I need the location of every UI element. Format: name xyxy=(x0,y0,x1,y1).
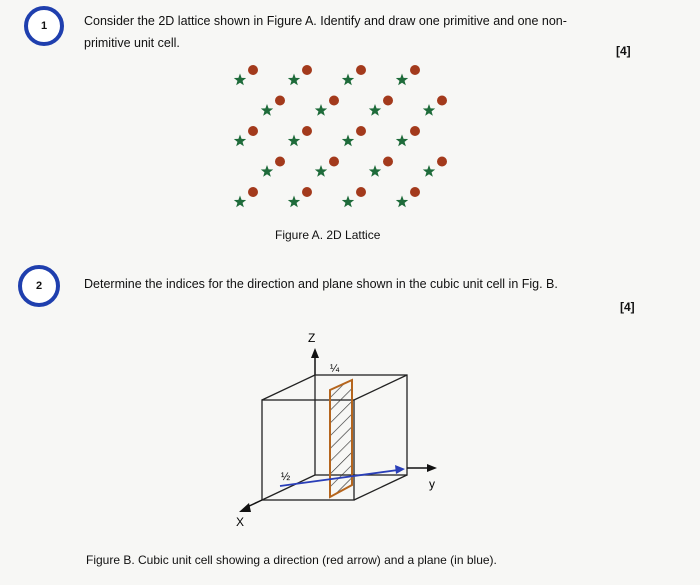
lattice-dot-icon xyxy=(356,187,366,197)
lattice-dot-icon xyxy=(356,65,366,75)
half-label: ½ xyxy=(281,471,291,483)
question-text-line: primitive unit cell. xyxy=(84,36,180,50)
marks-label: [4] xyxy=(620,300,635,314)
x-axis-label: X xyxy=(236,515,245,529)
lattice-star-icon xyxy=(396,196,408,208)
figure-caption: Figure A. 2D Lattice xyxy=(275,228,381,242)
figure-caption: Figure B. Cubic unit cell showing a direction (red arrow) and a plane (in blue). xyxy=(86,553,497,567)
x-axis-arrowhead xyxy=(239,503,251,512)
lattice-dot-icon xyxy=(383,157,393,167)
cube-edge xyxy=(354,375,407,400)
y-axis-label: y xyxy=(429,477,435,491)
lattice-dot-icon xyxy=(302,126,312,136)
lattice-star-icon xyxy=(315,104,327,116)
lattice-star-icon xyxy=(315,165,327,177)
z-axis-label: Z xyxy=(308,331,316,345)
lattice-star-icon xyxy=(261,165,273,177)
lattice-dot-icon xyxy=(356,126,366,136)
question-number-badge xyxy=(18,265,60,307)
lattice-dot-icon xyxy=(383,96,393,106)
lattice-star-icon xyxy=(234,196,246,208)
lattice-dot-icon xyxy=(302,65,312,75)
cube-back-face xyxy=(315,375,407,475)
lattice-star-icon xyxy=(396,135,408,147)
y-axis-arrowhead xyxy=(427,464,437,472)
cube-edge xyxy=(262,375,315,400)
lattice-dot-icon xyxy=(302,187,312,197)
lattice-star-icon xyxy=(234,74,246,86)
lattice-star-icon xyxy=(288,196,300,208)
question-number: 1 xyxy=(40,20,48,32)
lattice-dot-icon xyxy=(248,65,258,75)
lattice-dot-icon xyxy=(275,157,285,167)
lattice-star-icon xyxy=(288,135,300,147)
cubic-cell-figure xyxy=(0,320,700,540)
lattice-star-icon xyxy=(342,74,354,86)
lattice-star-icon xyxy=(423,104,435,116)
lattice-star-icon xyxy=(342,135,354,147)
lattice-dot-icon xyxy=(410,65,420,75)
question-number: 2 xyxy=(35,280,43,292)
lattice-dot-icon xyxy=(437,157,447,167)
lattice-dot-icon xyxy=(248,187,258,197)
lattice-star-icon xyxy=(234,135,246,147)
lattice-dot-icon xyxy=(437,96,447,106)
lattice-dot-icon xyxy=(410,126,420,136)
lattice-star-icon xyxy=(369,165,381,177)
lattice-figure xyxy=(0,0,700,225)
lattice-star-icon xyxy=(369,104,381,116)
lattice-dot-icon xyxy=(410,187,420,197)
z-axis-arrowhead xyxy=(311,348,319,358)
direction-arrowhead xyxy=(395,465,405,474)
marks-label: [4] xyxy=(616,44,631,58)
lattice-star-icon xyxy=(423,165,435,177)
cube-edge xyxy=(354,475,407,500)
lattice-star-icon xyxy=(396,74,408,86)
lattice-star-icon xyxy=(342,196,354,208)
lattice-dot-icon xyxy=(329,96,339,106)
question-text-line: Consider the 2D lattice shown in Figure A. Identify and draw one primitive and one non- xyxy=(84,14,567,28)
quarter-label: ¼ xyxy=(330,363,340,375)
lattice-star-icon xyxy=(288,74,300,86)
question-text: Determine the indices for the direction and plane shown in the cubic unit cell in Fig. B. xyxy=(84,277,558,291)
lattice-dot-icon xyxy=(329,157,339,167)
lattice-dot-icon xyxy=(248,126,258,136)
lattice-dot-icon xyxy=(275,96,285,106)
lattice-star-icon xyxy=(261,104,273,116)
